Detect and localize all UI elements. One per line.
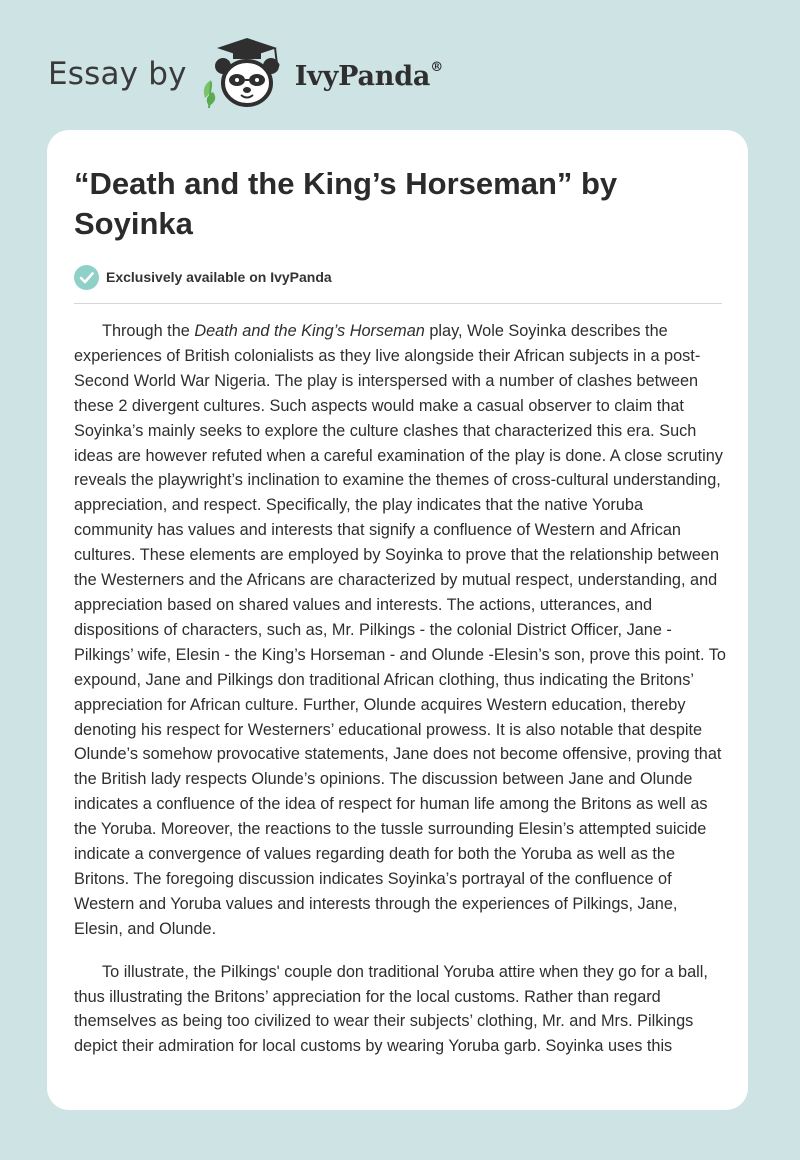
play-title-italic: Death and the King’s Horseman — [194, 322, 425, 340]
brand-name[interactable]: IvyPanda® — [294, 59, 444, 92]
essay-card — [47, 130, 748, 1110]
check-circle-icon — [74, 265, 99, 290]
page-title: “Death and the King’s Horseman” by Soyinka — [74, 166, 618, 241]
essay-by-label: Essay by — [48, 56, 187, 92]
exclusive-badge — [74, 264, 332, 290]
paragraph: To illustrate, the Pilkings' couple don traditional Yoruba attire when they go for a ball, thus illustrating the Britons’ appreciation for the local customs. Rather than regard themselves as being too civilized to wear their subjects’ clothing, Mr. and Mrs. Pilkings depict their admiration for local customs by wearing Yoruba garb. Soyinka uses this — [74, 962, 708, 1056]
badge-text: Exclusively available on IvyPanda — [106, 269, 332, 285]
site-header — [48, 36, 443, 112]
paragraph: Through the Death and the King’s Horseman play, Wole Soyinka describes the experiences of British colonialists as they live alongside their African subjects in a post-Second World War Nigeria. The play is interspersed with a number of clashes between these 2 divergent cultures. Such aspects would make a casual observer to claim that Soyinka’s mainly seeks to explore the culture clashes that characterized this era. Such ideas are however refuted when a careful examination of the play is done. A close scrutiny reveals the playwright’s inclination to examine the themes of cross-cultural understanding, appreciation, and respect. Specifically, the play indicates that the native Yoruba community has values and interests that signify a confluence of Western and African cultures. These elements are employed by Soyinka to prove that the relationship between the Westerners and the Africans are characterized by mutual respect, understanding, and appreciation based on shared values and interests. The actions, utterances, and dispositions of characters, such as, Mr. Pilkings - the colonial District Officer, Jane - Pilkings’ wife, Elesin - the King’s Horseman - and Olunde -Elesin’s son, prove this point. To expound, Jane and Pilkings don traditional African clothing, thus indicating the Britons’ appreciation for African culture. Further, Olunde acquires Western education, thereby denoting his respect for Westerners’ educational prowess. It is also notable that despite Olunde’s somehow provocative statements, Jane does not become offensive, proving that the British lady respects Olunde’s opinions. The discussion between Jane and Olunde indicates a confluence of the idea of respect for human life among the Britons as well as the Yoruba. Moreover, the reactions to the tussle surrounding Elesin’s attempted suicide indicate a convergence of values regarding death for both the Yoruba as well as the Britons. The foregoing discussion indicates Soyinka’s portrayal of the confluence of Western and Yoruba values and interests through the experiences of Pilkings, Jane, Elesin, and Olunde. — [74, 322, 726, 938]
divider — [74, 303, 722, 304]
essay-body — [74, 319, 726, 1077]
panda-graduate-icon — [197, 36, 293, 112]
registered-mark: ® — [430, 59, 444, 75]
